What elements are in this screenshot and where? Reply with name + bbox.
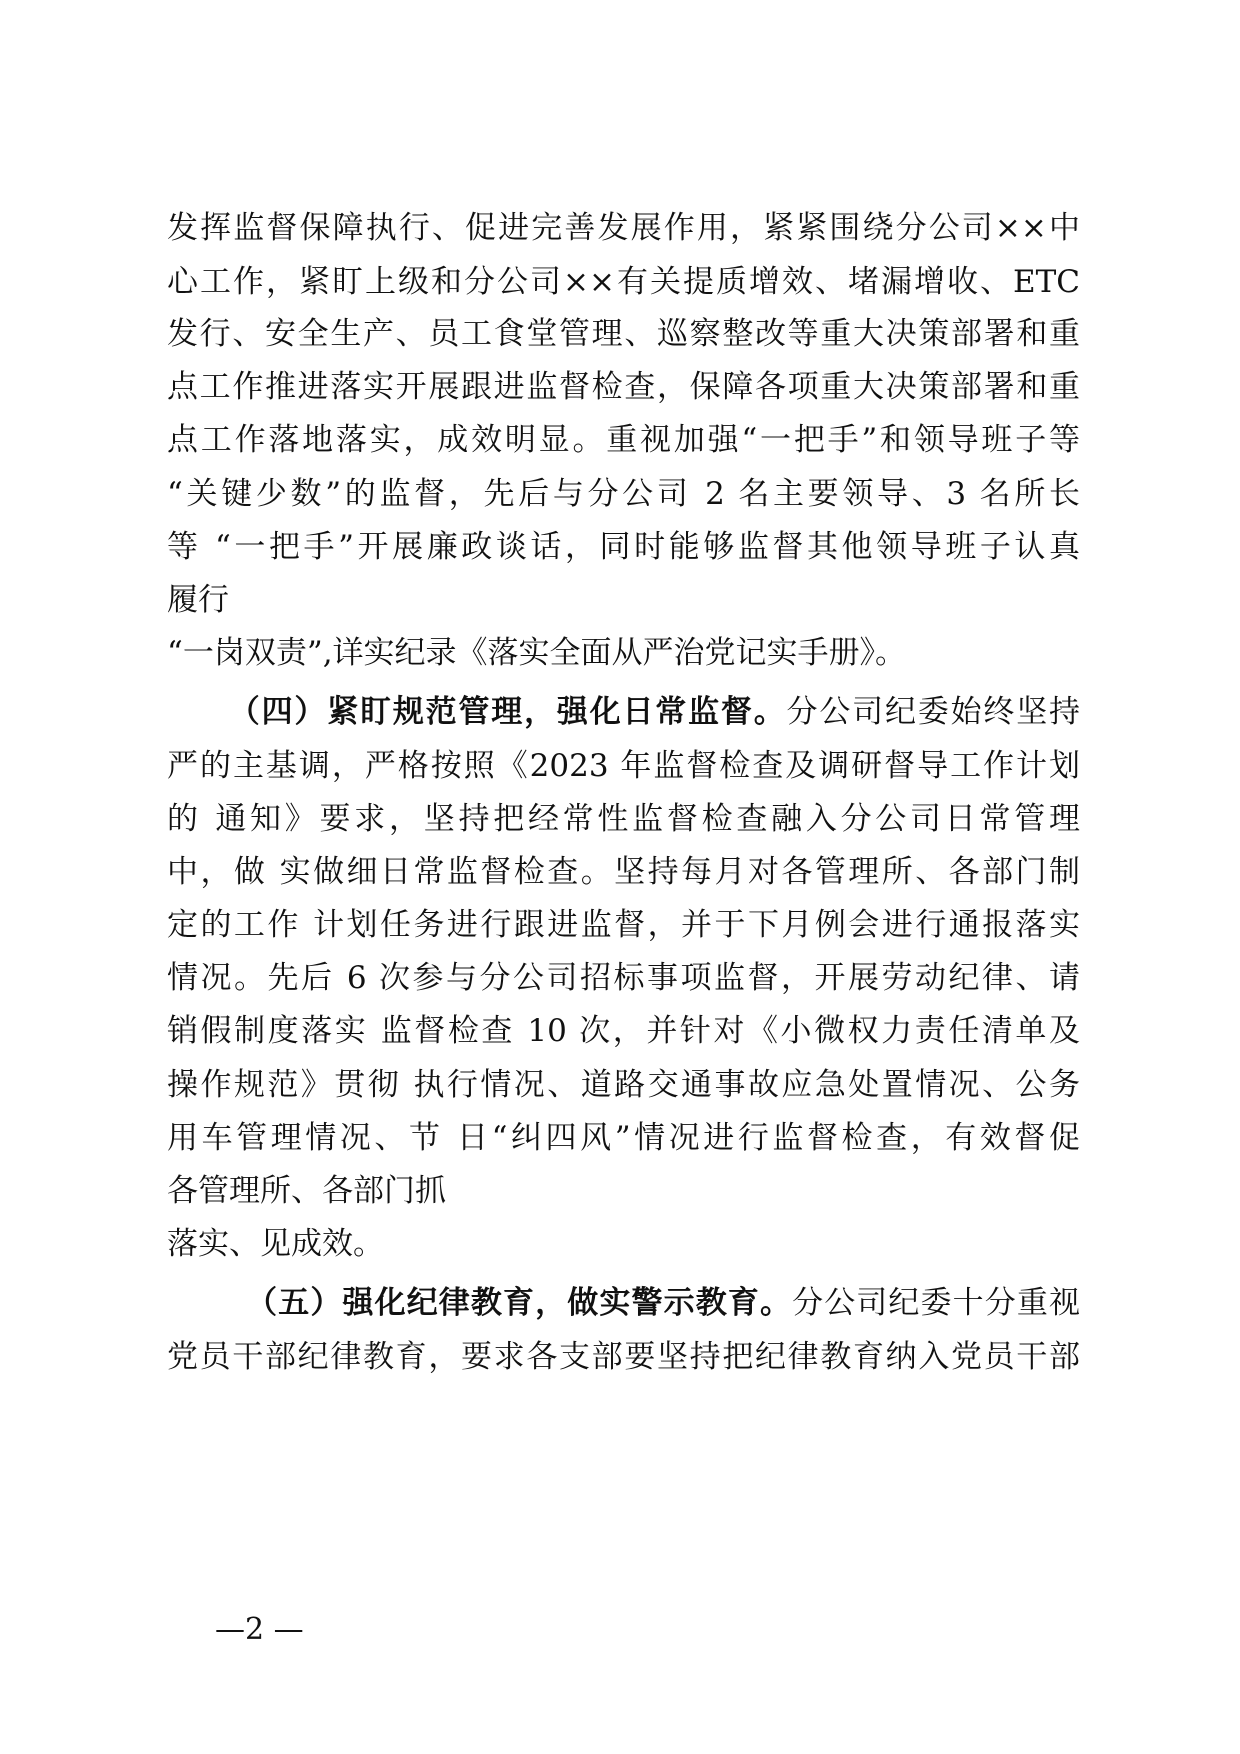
body-line: 落实、见成效。	[167, 1226, 384, 1262]
body-line: 的 通知》要求，坚持把经常性监督检查融入分公司日常管理	[167, 801, 1080, 837]
body-line: 心工作，紧盯上级和分公司××有关提质增效、堵漏增收、ETC	[167, 264, 1080, 300]
body-line: 定的工作 计划任务进行跟进监督，并于下月例会进行通报落实	[167, 907, 1080, 943]
body-line: 等 “一把手”开展廉政谈话，同时能够监督其他领导班子认真	[167, 529, 1080, 565]
section-4-heading: （四）紧盯规范管理，强化日常监督。	[227, 694, 787, 730]
body-line: 点工作推进落实开展跟进监督检查，保障各项重大决策部署和重	[167, 369, 1080, 405]
page-number: —2 —	[215, 1612, 304, 1647]
section-5-first-line	[167, 1273, 1080, 1333]
body-line: 销假制度落实 监督检查 10 次，并针对《小微权力责任清单及	[167, 1013, 1080, 1049]
body-line: 发挥监督保障执行、促进完善发展作用，紧紧围绕分公司××中	[167, 210, 1080, 246]
body-line: “关键少数”的监督，先后与分公司 2 名主要领导、3 名所长	[167, 476, 1080, 512]
body-line: 履行	[167, 582, 229, 618]
body-line: 严的主基调，严格按照《2023 年监督检查及调研督导工作计划	[167, 748, 1080, 784]
section-5-text: 分公司纪委十分重视	[792, 1285, 1080, 1321]
body-line: 情况。先后 6 次参与分公司招标事项监督，开展劳动纪律、请	[167, 960, 1080, 996]
body-line: 党员干部纪律教育，要求各支部要坚持把纪律教育纳入党员干部	[167, 1339, 1080, 1375]
body-line: 点工作落地落实，成效明显。重视加强“一把手”和领导班子等	[167, 422, 1080, 458]
section-4-first-line	[167, 682, 1080, 742]
body-line: 操作规范》贯彻 执行情况、道路交通事故应急处置情况、公务	[167, 1067, 1080, 1103]
body-line: 中，做 实做细日常监督检查。坚持每月对各管理所、各部门制	[167, 854, 1080, 890]
section-4-text: 分公司纪委始终坚持	[786, 694, 1080, 730]
body-line: 发行、安全生产、员工食堂管理、巡察整改等重大决策部署和重	[167, 316, 1080, 352]
section-5-heading: （五）强化纪律教育，做实警示教育。	[245, 1285, 793, 1321]
body-line: “一岗双责”,详实纪录《落实全面从严治党记实手册》。	[167, 635, 907, 671]
body-line: 用车管理情况、节 日“纠四风”情况进行监督检查，有效督促	[167, 1120, 1080, 1156]
body-line: 各管理所、各部门抓	[167, 1173, 446, 1209]
